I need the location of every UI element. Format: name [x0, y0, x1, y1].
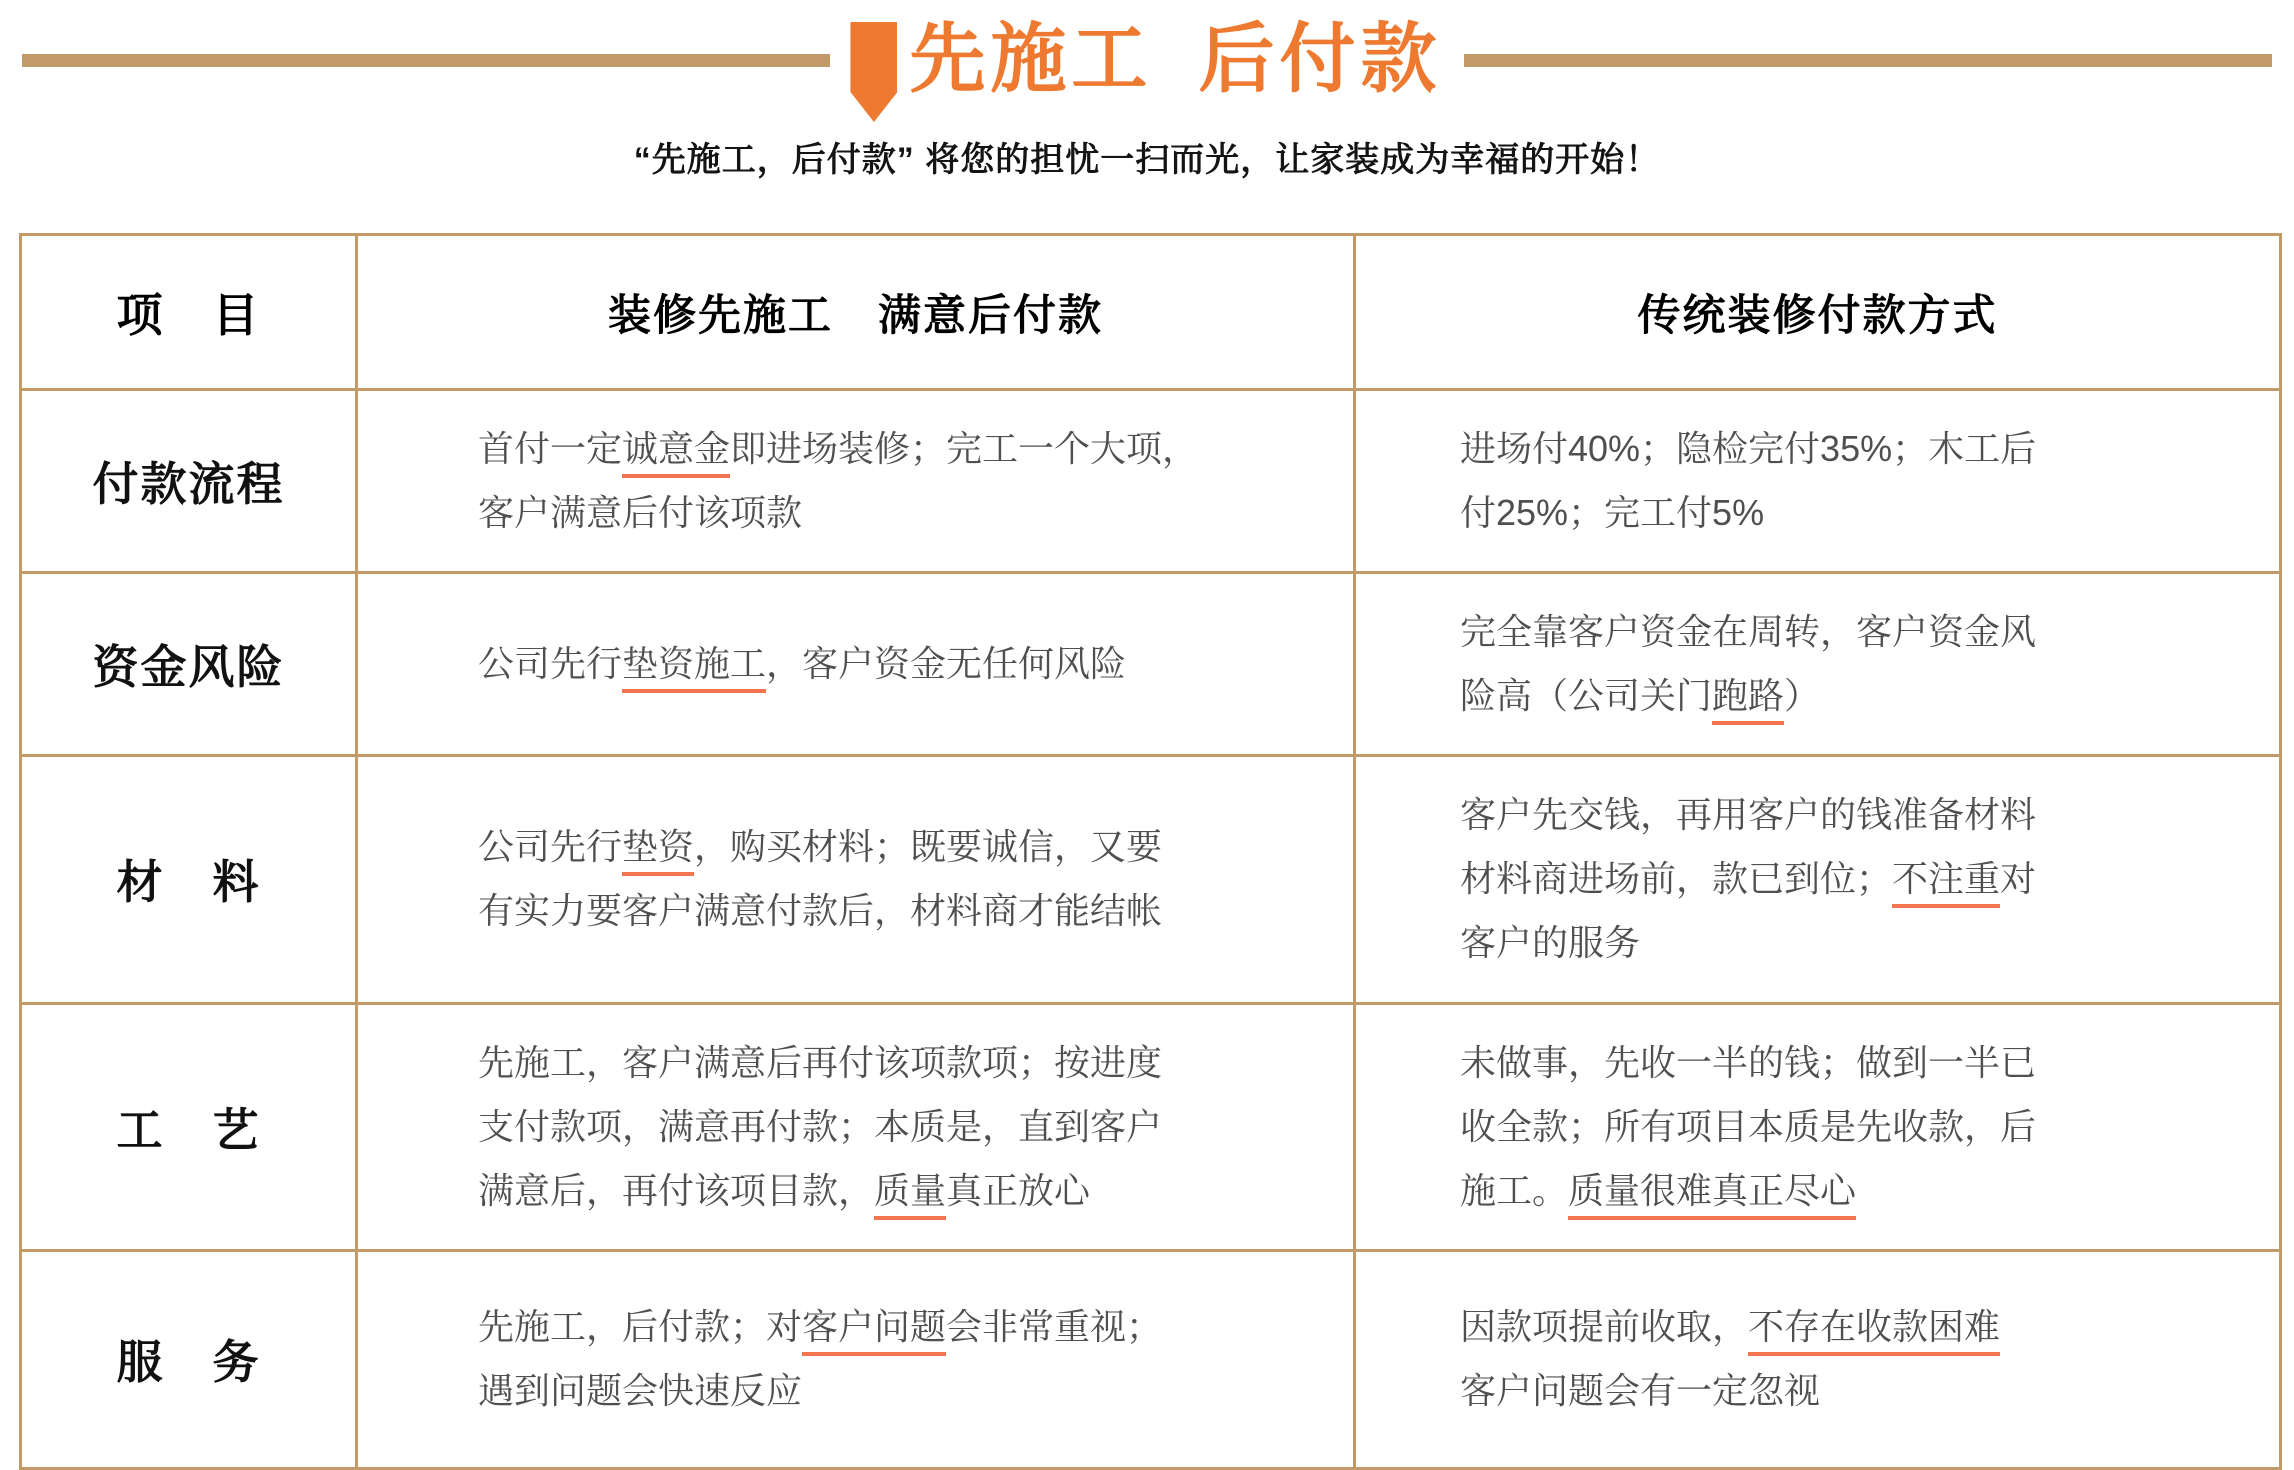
text-segment: 付25%；完工付5%: [1460, 492, 1765, 534]
cell-traditional: [1355, 756, 2281, 1003]
header-row: [21, 235, 2281, 390]
text-segment: 险高（公司关门: [1460, 675, 1713, 717]
text-segment: 材料商进场前，款已到位；: [1460, 858, 1893, 900]
underlined-text: 质量: [874, 1170, 946, 1220]
underlined-text: 诚意金: [622, 428, 730, 478]
text-segment: 支付款项，满意再付款；本质是，直到客户: [478, 1105, 1163, 1147]
text-segment: 真正放心: [946, 1169, 1091, 1211]
cell-new-way: [357, 390, 1355, 573]
underlined-text: 不存在收款困难: [1748, 1306, 2000, 1356]
column-header-new-way: 装修先施工 满意后付款: [357, 235, 1355, 390]
page-subtitle: “先施工，后付款” 将您的担忧一扫而光，让家装成为幸福的开始！: [633, 141, 1661, 179]
text-segment: 对: [2000, 858, 2037, 900]
table-header: [21, 235, 2281, 390]
column-header-traditional: 传统装修付款方式: [1355, 235, 2281, 390]
text-segment: 完全靠客户资金在周转，客户资金风: [1460, 611, 2037, 653]
page-header: [0, 0, 2294, 110]
row-label: 工 艺: [21, 1003, 357, 1250]
row-label: 资金风险: [21, 573, 357, 756]
cell-new-way: [357, 573, 1355, 756]
text-segment: 先施工，客户满意后再付该项款项；按进度: [478, 1041, 1163, 1083]
row-label: 付款流程: [21, 390, 357, 573]
text-segment: 有实力要客户满意付款后，材料商才能结帐: [478, 890, 1163, 932]
text-segment: 施工。: [1460, 1169, 1569, 1211]
column-header-item: 项 目: [21, 235, 357, 390]
text-segment: ，购买材料；既要诚信，又要: [694, 826, 1163, 868]
underlined-text: 不注重: [1892, 858, 2000, 908]
text-segment: 公司先行: [478, 826, 623, 868]
text-segment: 遇到问题会快速反应: [478, 1370, 803, 1412]
row-label: 服 务: [21, 1250, 357, 1468]
text-segment: 即进场装修；完工一个大项，: [730, 428, 1199, 469]
text-segment: 未做事，先收一半的钱；做到一半已: [1460, 1041, 2037, 1083]
text-segment: 首付一定: [478, 428, 623, 469]
text-segment: 因款项提前收取，: [1460, 1306, 1749, 1348]
text-segment: ，客户资金无任何风险: [766, 643, 1127, 685]
comparison-table-body: [21, 390, 2281, 1469]
text-segment: 进场付40%；隐检完付35%；木工后: [1460, 428, 2037, 469]
text-segment: 会非常重视；: [946, 1306, 1163, 1348]
text-segment: 公司先行: [478, 643, 623, 685]
text-segment: 客户满意后付该项款: [478, 492, 803, 534]
cell-traditional: [1355, 1003, 2281, 1250]
underlined-text: 跑路: [1712, 675, 1784, 725]
text-segment: ）: [1784, 675, 1821, 717]
text-segment: 满意后，再付该项目款，: [478, 1169, 875, 1211]
table-row: [21, 1003, 2281, 1250]
left-rule: [22, 54, 830, 67]
underlined-text: 垫资: [622, 826, 694, 876]
text-segment: 收全款；所有项目本质是先收款，后: [1460, 1105, 2037, 1147]
cell-traditional: [1355, 573, 2281, 756]
cell-traditional: [1355, 390, 2281, 573]
text-segment: 客户先交钱，再用客户的钱准备材料: [1460, 794, 2037, 836]
right-rule: [1464, 54, 2272, 67]
table-row: [21, 573, 2281, 756]
text-segment: 客户问题会有一定忽视: [1460, 1370, 1821, 1412]
underlined-text: 客户问题: [802, 1306, 946, 1356]
cell-new-way: [357, 1250, 1355, 1468]
bookmark-ribbon-icon: [850, 22, 897, 122]
underlined-text: 垫资施工: [622, 643, 766, 693]
text-segment: 先施工，后付款；对: [478, 1306, 803, 1348]
table-row: [21, 390, 2281, 573]
table-row: [21, 1250, 2281, 1468]
cell-traditional: [1355, 1250, 2281, 1468]
row-label: 材 料: [21, 756, 357, 1003]
comparison-table: [19, 233, 2282, 1470]
page-title: 先施工 后付款: [909, 17, 1442, 102]
table-row: [21, 756, 2281, 1003]
cell-new-way: [357, 1003, 1355, 1250]
underlined-text: 质量很难真正尽心: [1568, 1170, 1856, 1220]
cell-new-way: [357, 756, 1355, 1003]
text-segment: 客户的服务: [1460, 922, 1641, 964]
